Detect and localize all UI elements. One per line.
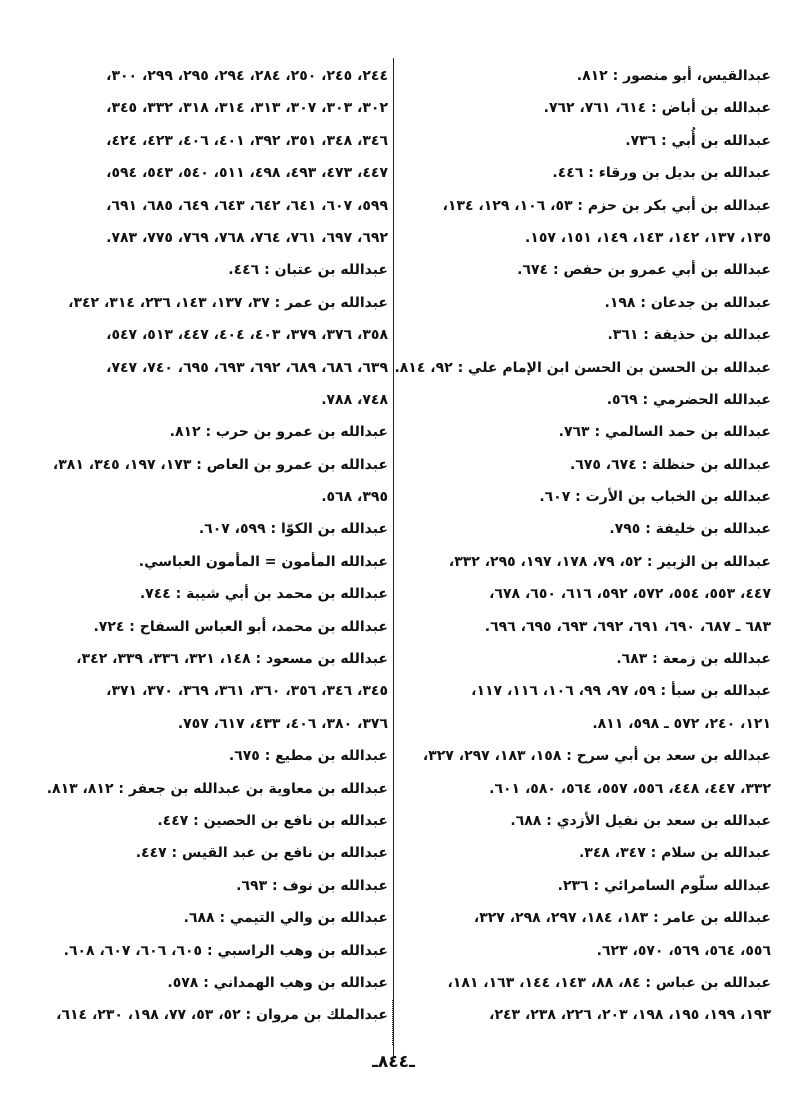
index-entry: عبدالله بن معاوية بن عبدالله بن جعفر : ٨١٢، ٨١٣. bbox=[46, 780, 388, 797]
index-entry: عبدالله سلّوم السامرائي : ٢٣٦. bbox=[557, 877, 771, 894]
index-entry: عبدالله بن والي التيمي : ٦٨٨. bbox=[183, 910, 388, 927]
index-entry: ٢٤٤، ٢٤٥، ٢٥٠، ٢٨٤، ٢٩٤، ٢٩٥، ٢٩٩، ٣٠٠، bbox=[106, 68, 388, 84]
index-entry: عبدالله بن أبي بكر بن حزم : ٥٣، ١٠٦، ١٢٩، ١٣٤، bbox=[442, 197, 771, 214]
index-entry: عبدالله بن وهب الهمداني : ٥٧٨. bbox=[167, 974, 388, 991]
index-entry: ٣٧٦، ٣٨٠، ٤٠٦، ٤٣٣، ٦١٧، ٧٥٧. bbox=[177, 715, 388, 732]
index-entry: عبدالله بن عامر : ١٨٣، ١٨٤، ٢٩٧، ٢٩٨، ٣٢٧، bbox=[473, 910, 771, 927]
index-entry: عبدالله بن عباس : ٨٤، ٨٨، ١٤٣، ١٤٤، ١٦٣، ١٨١، bbox=[447, 974, 771, 991]
index-entry: عبدالله بن خليفة : ٧٩٥. bbox=[609, 521, 771, 538]
index-entry: ٦٨٣ ـ ٦٨٧، ٦٩٠، ٦٩١، ٦٩٢، ٦٩٣، ٦٩٥، ٦٩٦. bbox=[484, 618, 771, 635]
index-entry: ١٣٥، ١٣٧، ١٤٢، ١٤٣، ١٤٩، ١٥١، ١٥٧. bbox=[524, 229, 771, 246]
index-entry: ٣٥٨، ٣٧٦، ٣٧٩، ٤٠٣، ٤٠٤، ٤٤٧، ٥١٣، ٥٤٧، bbox=[106, 327, 388, 344]
index-entry: عبدالله بن مطيع : ٦٧٥. bbox=[228, 748, 388, 765]
index-entry: عبدالله بن حنظلة : ٦٧٤، ٦٧٥. bbox=[569, 456, 771, 473]
index-entry: عبدالله بن سعد بن أبي سرح : ١٥٨، ١٨٣، ٢٩٧، ٣٢٧، bbox=[422, 748, 771, 765]
index-entry: عبدالله بن نافع بن الحصين : ٤٤٧. bbox=[157, 812, 388, 829]
index-entry: ٣٠٢، ٣٠٣، ٣٠٧، ٣١٣، ٣١٤، ٣١٨، ٣٣٢، ٣٤٥، bbox=[106, 100, 388, 117]
index-entry: ٥٩٩، ٦٠٧، ٦٤١، ٦٤٢، ٦٤٣، ٦٤٩، ٦٨٥، ٦٩١، bbox=[106, 197, 388, 214]
index-entry: عبدالله بن الخباب بن الأرت : ٦٠٧. bbox=[539, 489, 771, 506]
index-entry: عبدالله بن نافع بن عبد القيس : ٤٤٧. bbox=[135, 845, 388, 862]
index-entry: عبدالله بن الزبير : ٥٢، ٧٩، ١٧٨، ١٩٧، ٢٩٥، ٣٣٢، bbox=[448, 553, 771, 570]
index-entry: عبدالله بن أُبي : ٧٣٦. bbox=[625, 132, 771, 149]
index-entry: عبدالله بن أبي عمرو بن حفص : ٦٧٤. bbox=[517, 262, 771, 279]
index-entry: ١٩٣، ١٩٩، ١٩٥، ١٩٨، ٢٠٣، ٢٢٦، ٢٣٨، ٢٤٣، bbox=[489, 1007, 771, 1024]
index-entry: عبدالله بن بديل بن ورقاء : ٤٤٦. bbox=[552, 165, 771, 182]
index-entry: عبدالله بن أباض : ٦١٤، ٧٦١، ٧٦٢. bbox=[543, 100, 771, 117]
index-entry: عبدالله بن حذيفة : ٣٦١. bbox=[607, 327, 771, 344]
index-entry: عبدالله بن سبأ : ٥٩، ٩٧، ٩٩، ١٠٦، ١١٦، ١١٧، bbox=[471, 683, 771, 700]
column-divider-dots bbox=[392, 1000, 395, 1045]
index-entry: عبدالله بن حمد السالمي : ٧٦٣. bbox=[558, 424, 771, 441]
index-entry: عبدالله بن محمد بن أبي شيبة : ٧٤٤. bbox=[139, 586, 388, 603]
index-entry: عبدالله بن عمر : ٣٧، ١٣٧، ١٤٣، ٢٣٦، ٣١٤، ٣٤٢، bbox=[68, 294, 388, 311]
column-divider bbox=[393, 58, 394, 1058]
index-entry: عبدالله بن محمد، أبو العباس السفاح : ٧٢٤. bbox=[93, 618, 388, 635]
index-column-left bbox=[18, 60, 388, 1032]
index-entry: ١٢١، ٢٤٠، ٥٧٢ ـ ٥٩٨، ٨١١. bbox=[592, 715, 771, 732]
index-entry: ٦٩٢، ٦٩٧، ٧٦١، ٧٦٤، ٧٦٨، ٧٦٩، ٧٧٥، ٧٨٣. bbox=[106, 229, 388, 246]
index-entry: عبدالله بن عمرو بن حرب : ٨١٢. bbox=[169, 424, 388, 441]
index-entry: عبدالله بن الحسن بن الحسن ابن الإمام علي : ٩٢، ٨١٤. bbox=[394, 359, 771, 376]
index-entry: عبدالله الحضرمي : ٥٦٩. bbox=[606, 391, 771, 408]
index-entry: عبدالله المأمون = المأمون العباسي. bbox=[138, 553, 388, 570]
index-entry: عبدالله بن الكوّا : ٥٩٩، ٦٠٧. bbox=[198, 521, 388, 538]
index-column-right bbox=[394, 60, 771, 1032]
index-entry: عبدالله بن وهب الراسبي : ٦٠٥، ٦٠٦، ٦٠٧، ٦٠٨. bbox=[63, 942, 388, 959]
index-entry: عبدالله بن عمرو بن العاص : ١٧٣، ١٩٧، ٣٤٥، ٣٨١، bbox=[52, 456, 388, 473]
index-entry: ٤٤٧، ٤٧٣، ٤٩٣، ٤٩٨، ٥١١، ٥٤٠، ٥٤٣، ٥٩٤، bbox=[106, 165, 388, 182]
index-entry: ٥٥٦، ٥٦٤، ٥٦٩، ٥٧٠، ٦٢٣. bbox=[596, 942, 771, 959]
index-entry: عبدالله بن عتبان : ٤٤٦. bbox=[228, 262, 388, 279]
index-entry: عبدالله بن جدعان : ١٩٨. bbox=[604, 294, 771, 311]
index-entry: عبدالله بن سلام : ٣٤٧، ٣٤٨. bbox=[578, 845, 771, 862]
index-entry: ٦٣٩، ٦٨٦، ٦٨٩، ٦٩٢، ٦٩٣، ٦٩٥، ٧٤٠، ٧٤٧، bbox=[106, 359, 388, 376]
index-entry: عبدالله بن نوف : ٦٩٣. bbox=[236, 877, 388, 894]
index-entry: ٣٩٥، ٥٦٨. bbox=[321, 489, 388, 506]
index-entry: عبدالله بن سعد بن نفيل الأزدي : ٦٨٨. bbox=[510, 812, 771, 829]
page-number: ـ٨٤٤ـ bbox=[372, 1052, 415, 1072]
index-entry: ٣٣٢، ٤٤٧، ٤٤٨، ٥٥٦، ٥٥٧، ٥٦٤، ٥٨٠، ٦٠١. bbox=[489, 780, 771, 797]
index-entry: ٣٤٥، ٣٤٦، ٣٥٦، ٣٦٠، ٣٦١، ٣٦٩، ٣٧٠، ٣٧١، bbox=[106, 683, 388, 700]
index-entry: عبدالله بن مسعود : ١٤٨، ٣٢١، ٣٣٦، ٣٣٩، ٣٤٢، bbox=[76, 651, 388, 668]
index-entry: عبدالقيس، أبو منصور : ٨١٢. bbox=[576, 68, 771, 84]
index-entry: ٤٤٧، ٥٥٣، ٥٥٤، ٥٧٢، ٥٩٢، ٦١٦، ٦٥٠، ٦٧٨، bbox=[489, 586, 771, 603]
index-entry: ٣٤٦، ٣٤٨، ٣٥١، ٣٩٢، ٤٠١، ٤٠٦، ٤٢٣، ٤٢٤، bbox=[106, 132, 388, 149]
index-entry: عبدالملك بن مروان : ٥٢، ٥٣، ٧٧، ١٩٨، ٢٣٠، ٦١٤، bbox=[56, 1007, 388, 1024]
index-entry: ٧٤٨، ٧٨٨. bbox=[321, 391, 388, 408]
index-entry: عبدالله بن زمعة : ٦٨٣. bbox=[616, 651, 771, 668]
